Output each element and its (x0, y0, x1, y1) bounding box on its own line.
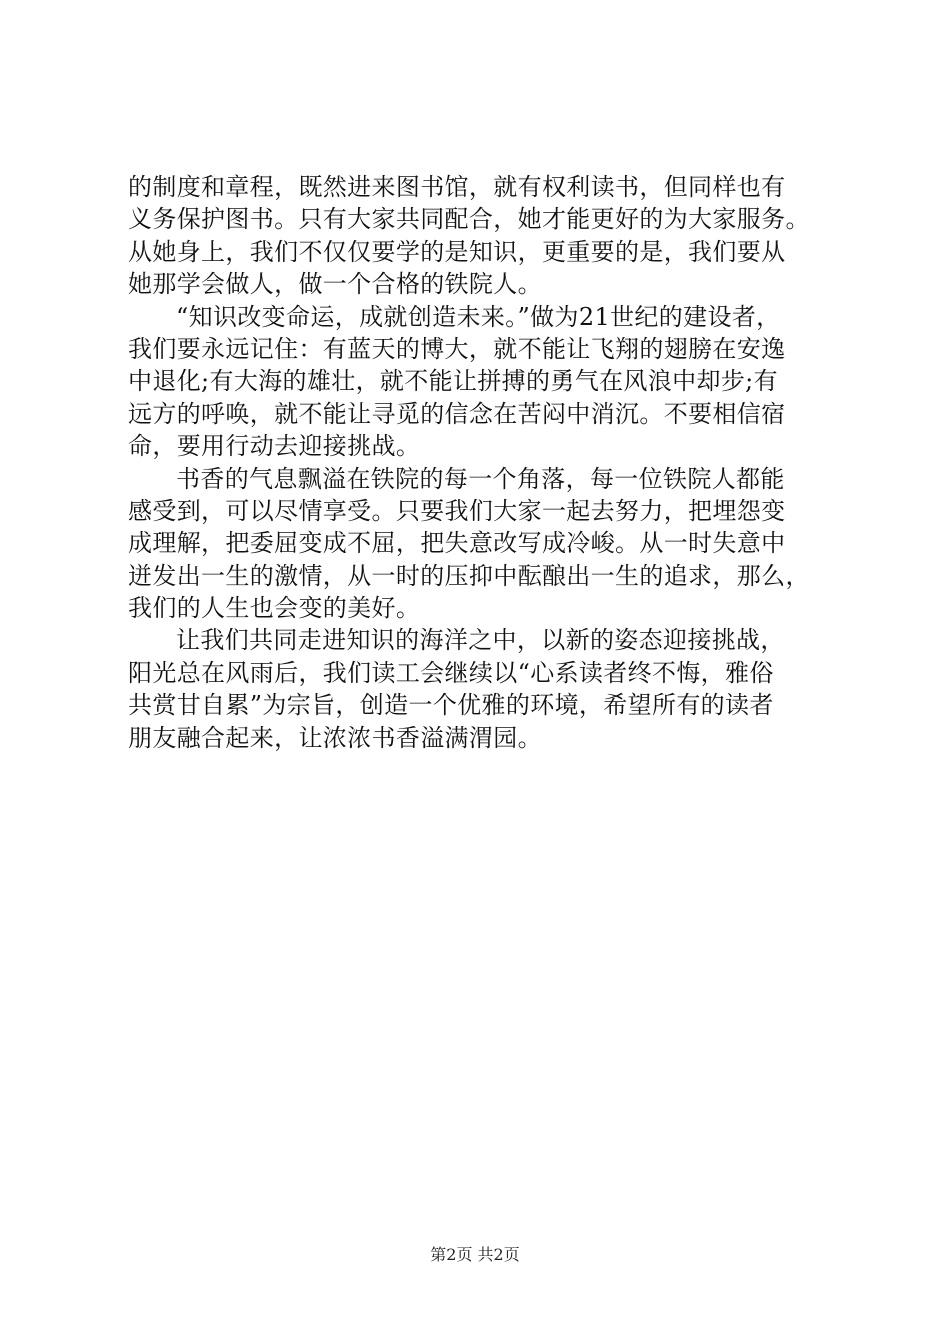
text-line: 我们的人生也会变的美好。 (128, 594, 421, 623)
text-line: 命，要用行动去迎接挑战。 (128, 432, 421, 461)
text-line: 义务保护图书。只有大家共同配合，她才能更好的为大家服务。 (128, 205, 810, 234)
paragraph (128, 171, 840, 301)
text-line: 她那学会做人，做一个合格的铁院人。 (128, 270, 542, 299)
paragraph (128, 624, 840, 754)
text-line: 的制度和章程，既然进来图书馆，就有权利读书，但同样也有 (128, 173, 786, 201)
text-line: 迸发出一生的激情，从一时的压抑中酝酿出一生的追求，那么， (128, 561, 810, 590)
text-line: 感受到，可以尽情享受。只要我们大家一起去努力，把埋怨变 (128, 496, 786, 525)
text-line: 让我们共同走进知识的海洋之中，以新的姿态迎接挑战， (176, 626, 785, 655)
text-line: 远方的呼唤，就不能让寻觅的信念在苦闷中消沉。不要相信宿 (128, 399, 786, 428)
document-body (128, 171, 840, 754)
text-line: 成理解，把委屈变成不屈，把失意改写成冷峻。从一时失意中 (128, 529, 786, 558)
text-line: 朋友融合起来，让浓浓书香溢满渭园。 (128, 723, 542, 752)
paragraph (128, 301, 840, 463)
text-line: “知识改变命运，成就创造未来。”做为21世纪的建设者， (176, 302, 781, 331)
paragraph (128, 463, 840, 625)
text-line: 中退化;有大海的雄壮，就不能让拼搏的勇气在风浪中却步;有 (128, 367, 778, 396)
text-line: 从她身上，我们不仅仅要学的是知识，更重要的是，我们要从 (128, 237, 786, 266)
text-line: 我们要永远记住：有蓝天的博大，就不能让飞翔的翅膀在安逸 (128, 334, 786, 363)
page-number: 第2页 共2页 (430, 1245, 520, 1264)
text-line: 书香的气息飘溢在铁院的每一个角落，每一位铁院人都能 (176, 464, 785, 493)
text-line: 共赏甘自累”为宗旨，创造一个优雅的环境，希望所有的读者 (128, 691, 774, 720)
text-line: 阳光总在风雨后，我们读工会继续以“心系读者终不悔，雅俗 (128, 658, 774, 687)
